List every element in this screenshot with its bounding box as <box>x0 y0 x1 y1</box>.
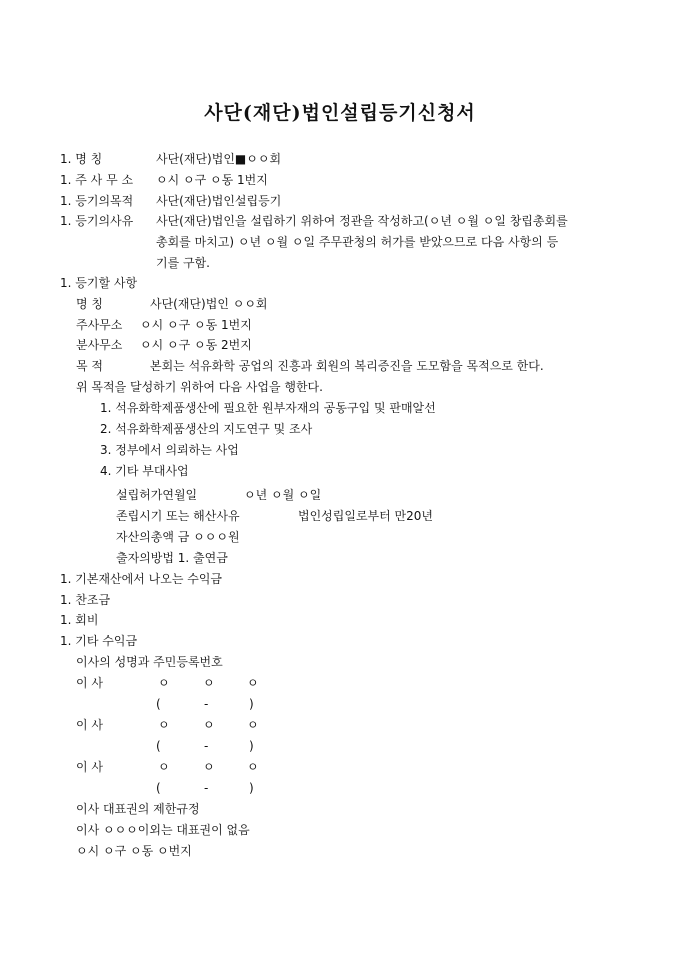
director-id-open: ( <box>156 781 161 795</box>
director-name-char: ㅇ <box>158 676 170 690</box>
director-id-close: ) <box>249 781 254 795</box>
restriction-header: 이사 대표권의 제한규정 <box>76 802 200 816</box>
business-item: 4. 기타 부대사업 <box>100 464 189 478</box>
matters-name-value: 사단(재단)법인 ㅇㅇ회 <box>150 297 268 311</box>
director-id-dash: - <box>204 781 209 795</box>
matters-branch-office-label: 분사무소 <box>76 338 123 352</box>
director-id-open: ( <box>156 697 161 711</box>
director-name-char: ㅇ <box>247 676 259 690</box>
matters-branch-office-value: ㅇ시 ㅇ구 ㅇ동 2번지 <box>140 338 252 352</box>
income-item: 1. 기타 수익금 <box>60 634 138 648</box>
term-label: 존립시기 또는 해산사유 <box>116 509 240 523</box>
director-id-dash: - <box>204 697 209 711</box>
director-id-open: ( <box>156 739 161 753</box>
item-cause-label: 1. 등기의사유 <box>60 214 134 228</box>
contribution-label: 출자의방법 1. 출연금 <box>116 551 228 565</box>
director-name-char: ㅇ <box>203 718 215 732</box>
director-id-close: ) <box>249 697 254 711</box>
item-name-value: 사단(재단)법인■ㅇㅇ회 <box>156 152 282 166</box>
director-label: 이 사 <box>76 760 103 774</box>
restriction-address: ㅇ시 ㅇ구 ㅇ동 ㅇ번지 <box>76 844 192 858</box>
director-name-char: ㅇ <box>203 760 215 774</box>
director-name-char: ㅇ <box>247 718 259 732</box>
term-value: 법인성립일로부터 만20년 <box>298 509 434 523</box>
director-name-char: ㅇ <box>158 760 170 774</box>
item-purpose-value: 사단(재단)법인설립등기 <box>156 194 282 208</box>
director-label: 이 사 <box>76 676 103 690</box>
business-item: 2. 석유화학제품생산의 지도연구 및 조사 <box>100 422 313 436</box>
directors-header: 이사의 성명과 주민등록번호 <box>76 655 223 669</box>
assets-label: 자산의총액 금 ㅇㅇㅇ원 <box>116 530 240 544</box>
permit-date-value: ㅇ년 ㅇ월 ㅇ일 <box>244 488 322 502</box>
director-id-dash: - <box>204 739 209 753</box>
director-name-char: ㅇ <box>158 718 170 732</box>
director-name-char: ㅇ <box>203 676 215 690</box>
item-purpose-label: 1. 등기의목적 <box>60 194 134 208</box>
item-cause-line3: 기를 구함. <box>156 256 210 270</box>
item-cause-line2: 총회를 마치고) ㅇ년 ㅇ월 ㅇ일 주무관청의 허가를 받았으므로 다음 사항의 등 <box>156 235 559 249</box>
item-cause-line1: 사단(재단)법인을 설립하기 위하여 정관을 작성하고(ㅇ년 ㅇ월 ㅇ일 창립총회를 <box>156 214 568 228</box>
matters-main-office-label: 주사무소 <box>76 318 123 332</box>
matters-purpose-label: 목 적 <box>76 359 103 373</box>
business-item: 1. 석유화학제품생산에 필요한 원부자재의 공동구입 및 판매알선 <box>100 401 436 415</box>
matters-purpose-value: 본회는 석유화학 공업의 진흥과 회원의 복리증진을 도모함을 목적으로 한다. <box>150 359 544 373</box>
matters-main-office-value: ㅇ시 ㅇ구 ㅇ동 1번지 <box>140 318 252 332</box>
permit-date-label: 설립허가연월일 <box>116 488 198 502</box>
document-title: 사단(재단)법인설립등기신청서 <box>204 102 476 124</box>
business-item: 3. 정부에서 의뢰하는 사업 <box>100 443 239 457</box>
restriction-line: 이사 ㅇㅇㅇ이외는 대표권이 없음 <box>76 823 250 837</box>
item-name-label: 1. 명 칭 <box>60 152 103 166</box>
matters-header: 1. 등기할 사항 <box>60 276 138 290</box>
income-item: 1. 찬조금 <box>60 593 111 607</box>
income-item: 1. 기본재산에서 나오는 수익금 <box>60 572 222 586</box>
director-id-close: ) <box>249 739 254 753</box>
income-item: 1. 회비 <box>60 613 99 627</box>
director-label: 이 사 <box>76 718 103 732</box>
matters-business-intro: 위 목적을 달성하기 위하여 다음 사업을 행한다. <box>76 380 323 394</box>
item-office-label: 1. 주 사 무 소 <box>60 173 134 187</box>
item-office-value: ㅇ시 ㅇ구 ㅇ동 1번지 <box>156 173 268 187</box>
matters-name-label: 명 칭 <box>76 297 103 311</box>
director-name-char: ㅇ <box>247 760 259 774</box>
